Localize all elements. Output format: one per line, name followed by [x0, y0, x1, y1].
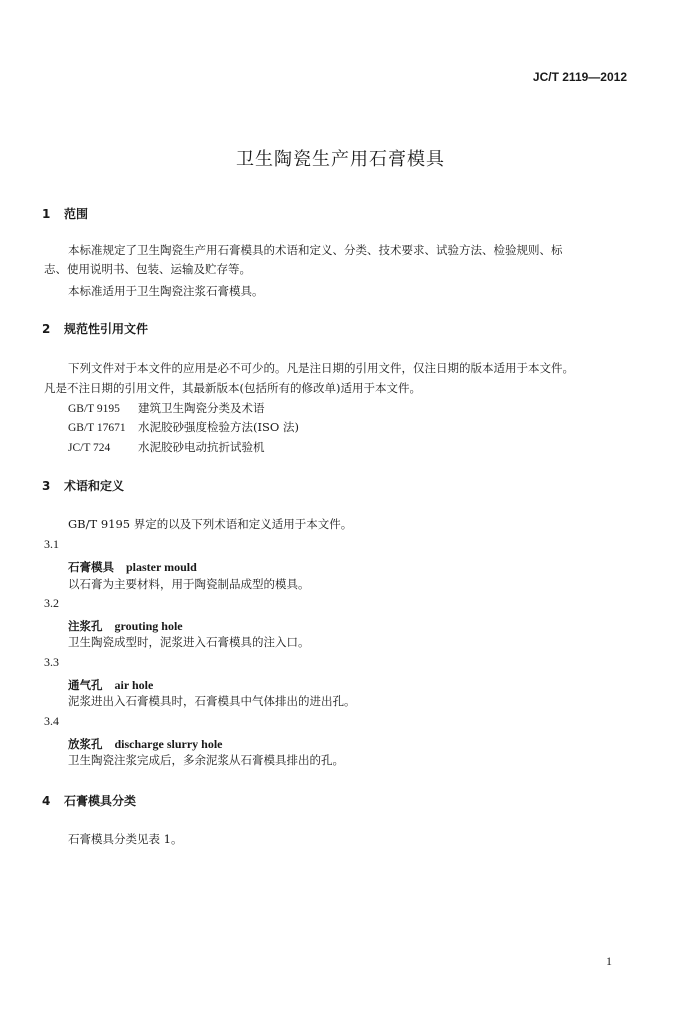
classification-text: 石膏模具分类见表 1。 [68, 832, 183, 846]
standard-code: JC/T 2119—2012 [532, 70, 627, 84]
scope-para2: 本标准适用于卫生陶瓷注浆石膏模具。 [68, 284, 264, 298]
section-2-heading [42, 320, 148, 337]
term-definition: 卫生陶瓷注浆完成后，多余泥浆从石膏模具排出的孔。 [68, 753, 344, 767]
term-heading [68, 556, 197, 575]
ref-item [68, 438, 265, 458]
ref-name: 水泥胶砂强度检验方法(ISO 法) [138, 420, 299, 434]
section-title: 术语和定义 [64, 479, 125, 493]
term-heading [68, 615, 183, 634]
section-title: 范围 [64, 207, 89, 221]
term-zh: 通气孔 [68, 678, 103, 692]
ref-item [68, 418, 299, 438]
refs-intro-line2: 凡是不注日期的引用文件，其最新版本(包括所有的修改单)适用于本文件。 [44, 381, 421, 395]
term-zh: 放浆孔 [68, 737, 103, 751]
ref-code: GB/T 9195 [68, 403, 120, 415]
ref-name: 建筑卫生陶瓷分类及术语 [138, 401, 265, 415]
term-definition: 卫生陶瓷成型时，泥浆进入石膏模具的注入口。 [68, 635, 310, 649]
term-zh: 石膏模具 [68, 560, 114, 574]
term-number: 3.1 [44, 537, 59, 551]
ref-item [68, 399, 265, 419]
terms-intro: GB/T 9195 界定的以及下列术语和定义适用于本文件。 [68, 517, 353, 531]
document-title: 卫生陶瓷生产用石膏模具 [236, 149, 445, 170]
term-en: plaster mould [126, 560, 197, 574]
term-heading [68, 674, 153, 693]
section-4-heading [42, 792, 136, 809]
term-number: 3.4 [44, 714, 59, 728]
term-number: 3.3 [44, 655, 59, 669]
page-number: 1 [606, 954, 612, 968]
term-en: discharge slurry hole [114, 737, 223, 751]
section-number: 3 [42, 479, 51, 493]
section-number: 2 [42, 322, 51, 336]
section-title: 规范性引用文件 [64, 322, 149, 336]
section-3-heading [42, 477, 124, 494]
section-1-heading [42, 205, 88, 222]
term-number: 3.2 [44, 596, 59, 610]
term-heading [68, 733, 223, 752]
term-zh: 注浆孔 [68, 619, 103, 633]
ref-name: 水泥胶砂电动抗折试验机 [138, 440, 265, 454]
term-definition: 以石膏为主要材料，用于陶瓷制品成型的模具。 [68, 577, 310, 591]
scope-para1-line1: 本标准规定了卫生陶瓷生产用石膏模具的术语和定义、分类、技术要求、试验方法、检验规则、标 [68, 243, 563, 257]
section-number: 4 [42, 794, 51, 808]
scope-para1-line2: 志、使用说明书、包装、运输及贮存等。 [44, 262, 251, 276]
refs-intro-line1: 下列文件对于本文件的应用是必不可少的。凡是注日期的引用文件，仅注日期的版本适用于本文件。 [68, 361, 574, 375]
section-title: 石膏模具分类 [64, 794, 137, 808]
term-en: grouting hole [114, 619, 183, 633]
ref-code: GB/T 17671 [68, 422, 126, 434]
ref-code: JC/T 724 [68, 442, 111, 454]
section-number: 1 [42, 207, 51, 221]
term-en: air hole [114, 678, 154, 692]
term-definition: 泥浆进出入石膏模具时，石膏模具中气体排出的进出孔。 [68, 694, 356, 708]
